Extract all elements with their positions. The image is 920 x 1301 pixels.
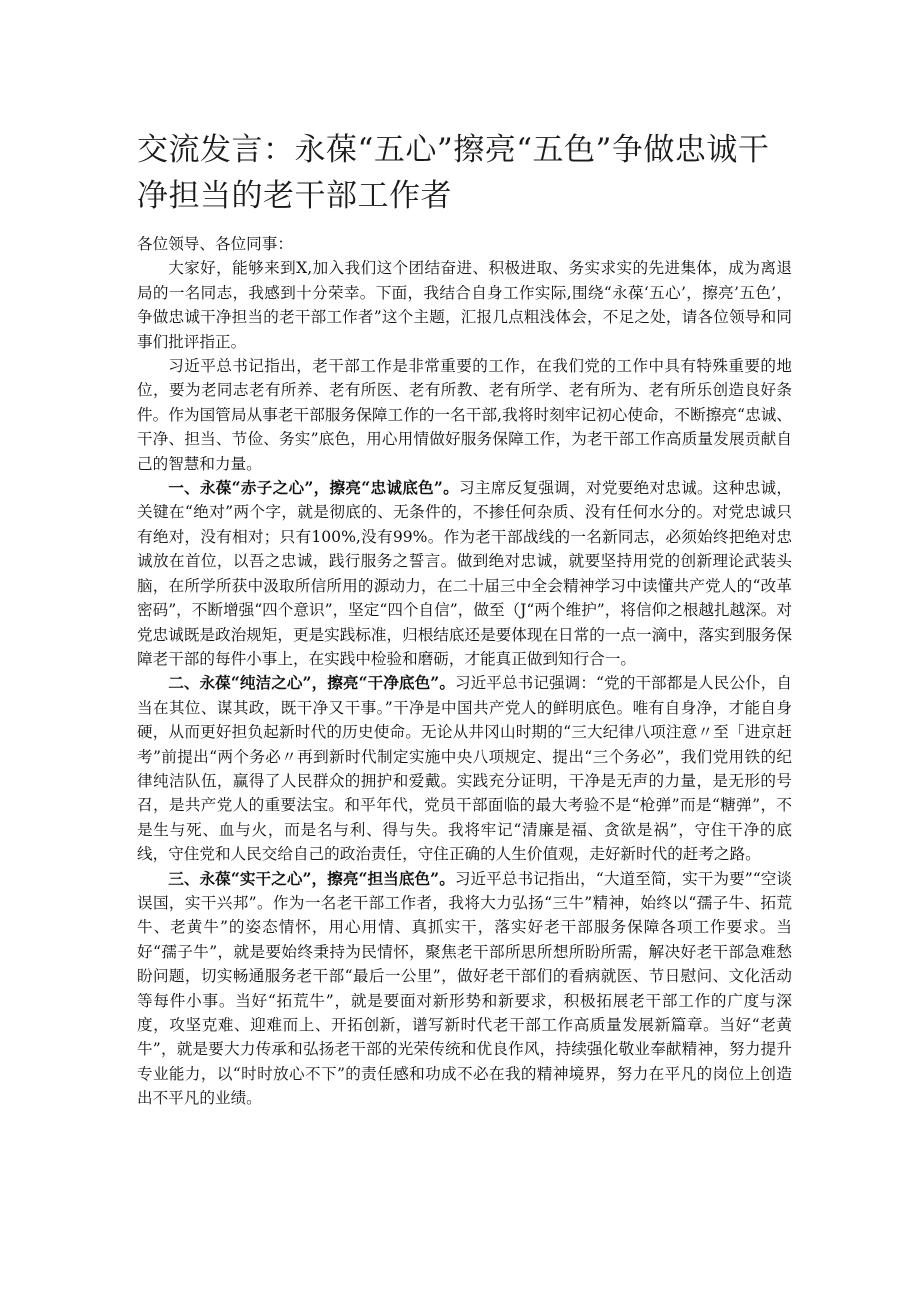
section-3-heading: 三、永葆“实干之心”，擦亮“担当底色”。 bbox=[168, 868, 455, 888]
salutation: 各位领导、各位同事： bbox=[137, 235, 293, 253]
section-2 bbox=[137, 671, 792, 866]
document-body bbox=[137, 232, 792, 1111]
section-1-heading: 一、永葆“赤子之心”，擦亮“忠诚底色”。 bbox=[168, 478, 460, 498]
paragraph-intro: 大家好，能够来到X,加入我们这个团结奋进、积极进取、务实求实的先进集体，成为离退局的一名同志，我感到十分荣幸。下面，我结合自身工作实际,围绕“永葆‘五心’，擦亮’五色’，争做忠诚干净担当的老干部工作者”这个主题，汇报几点粗浅体会，不足之处，请各位领导和同事们批评指正。 bbox=[137, 259, 792, 351]
section-3 bbox=[137, 867, 792, 1111]
section-2-text: 习近平总书记强调：“党的干部都是人民公仆，自当在其位、谋其政，既干净又干事。”干净是中国共产党人的鲜明底色。唯有自身净，才能自身硬，从而更好担负起新时代的历史使命。无论从井冈山时期的“三大纪律八项注意〃至「进京赶考”前提出“两个务必〃再到新时代制定实施中央八项规定、提出“三个务必”，我们党用铁的纪律纯洁队伍，赢得了人民群众的拥护和爱戴。实践充分证明，干净是无声的力量，是无形的号召，是共产党人的重要法宝。和平年代，党员干部面临的最大考验不是“枪弹”而是“糖弹”，不是生与死、血与火，而是名与利、得与失。我将牢记“清廉是福、贪欲是祸”，守住干净的底线，守住党和人民交给自己的政治责任，守住正确的人生价值观，走好新时代的赶考之路。 bbox=[137, 674, 792, 864]
document-title: 交流发言：永葆“五心”擦亮“五色”争做忠诚干净担当的老干部工作者 bbox=[137, 132, 770, 214]
section-1 bbox=[137, 476, 792, 671]
paragraph-context: 习近平总书记指出，老干部工作是非常重要的工作，在我们党的工作中具有特殊重要的地位，要为老同志老有所养、老有所医、老有所教、老有所学、老有所为、老有所乐创造良好条件。作为国管局从事老干部服务保障工作的一名干部,我将时刻牢记初心使命，不断擦亮“忠诚、干净、担当、节俭、务实”底色，用心用情做好服务保障工作，为老干部工作高质量发展贡献自己的智慧和力量。 bbox=[137, 357, 792, 473]
section-3-text: 习近平总书记指出，“大道至简，实干为要”“空谈误国，实干兴邦”。作为一名老干部工作者，我将大力弘扬“三牛”精神，始终以“孺子牛、拓荒牛、老黄牛”的姿态情怀，用心用情、真抓实干，落实好老干部服务保障各项工作要求。当好“孺子牛”，就是要始终秉持为民情怀，聚焦老干部所思所想所盼所需，解决好老干部急难愁盼问题，切实畅通服务老干部“最后一公里”，做好老干部们的看病就医、节日慰问、文化活动等每件小事。当好“拓荒牛”，就是要面对新形势和新要求，积极拓展老干部工作的广度与深度，攻坚克难、迎难而上、开拓创新，谱写新时代老干部工作高质量发展新篇章。当好“老黄牛”，就是要大力传承和弘扬老干部的光荣传统和优良作风，持续强化敬业奉献精神，努力提升专业能力，以“时时放心不下”的责任感和功成不必在我的精神境界，努力在平凡的岗位上创造出不平凡的业绩。 bbox=[137, 869, 792, 1108]
section-2-heading: 二、永葆“纯洁之心”，擦亮“干净底色”。 bbox=[168, 673, 456, 693]
section-1-text: 习主席反复强调，对党要绝对忠诚。这种忠诚，关键在“绝对”两个字，就是彻底的、无条件的，不掺任何杂质、没有任何水分的。对党忠诚只有绝对，没有相对；只有100%,没有99%。作为老干部战线的一名新同志，必须始终把绝对忠诚放在首位，以吾之忠诚，践行服务之誓言。做到绝对忠诚，就要坚持用党的创新理论武装头脑，在所学所获中汲取所信所用的源动力，在二十届三中全会精神学习中读懂共产党人的“改革密码”，不断增强“四个意识”，坚定“四个自信”，做至（J“两个维护”，将信仰之根越扎越深。对党忠诚既是政治规矩，更是实践标准，归根结底还是要体现在日常的一点一滴中，落实到服务保障老干部的每件小事上，在实践中检验和磨砺，才能真正做到知行合一。 bbox=[137, 479, 792, 668]
